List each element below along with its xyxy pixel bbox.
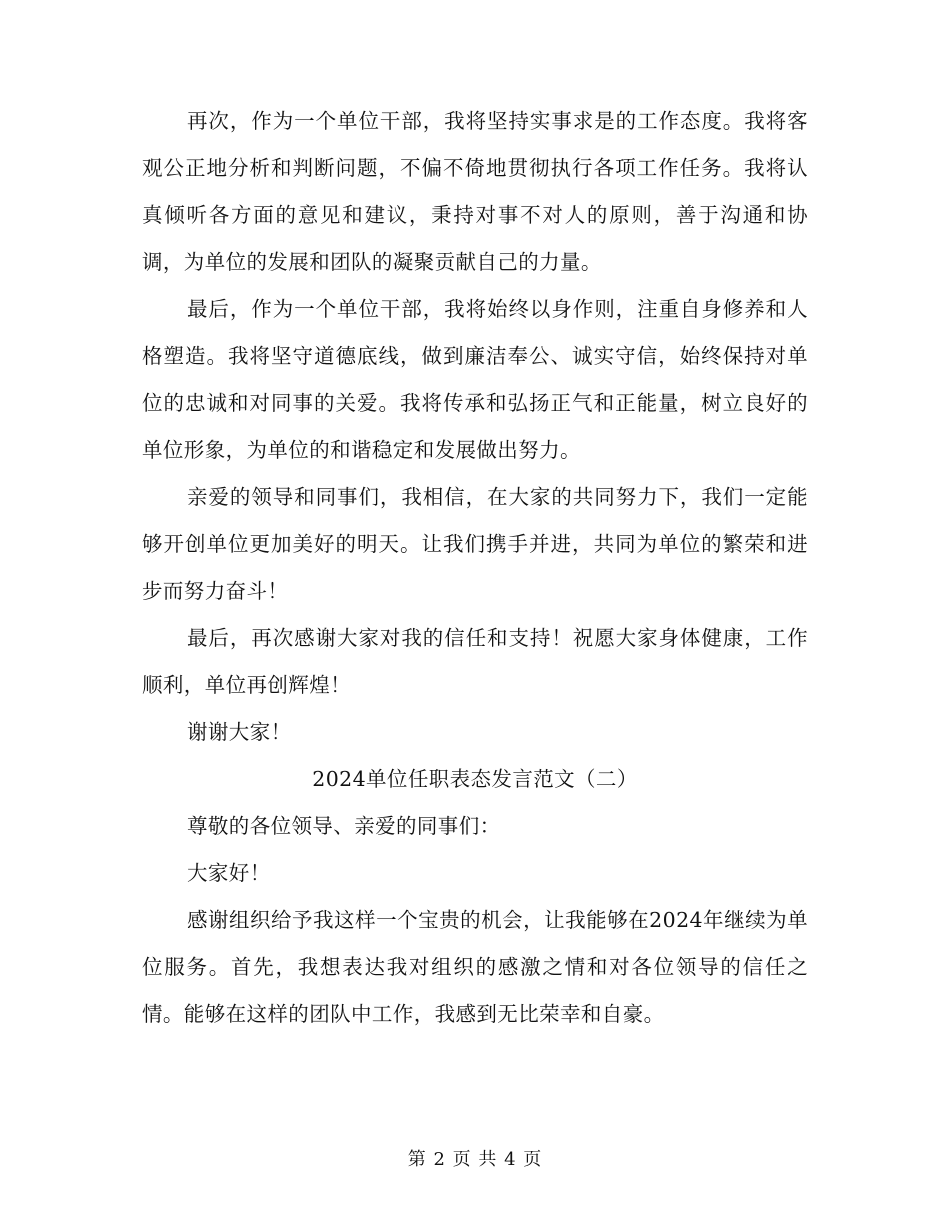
section-title: 2024单位任职表态发言范文（二）: [312, 767, 638, 791]
page-number: 第 2 页 共 4 页: [407, 1149, 543, 1170]
document-body: [142, 98, 808, 1038]
salutation: 尊敬的各位领导、亲爱的同事们：: [187, 814, 501, 838]
paragraph: 再次，作为一个单位干部，我将坚持实事求是的工作态度。我将客观公正地分析和判断问题，不偏不倚地贯彻执行各项工作任务。我将认真倾听各方面的意见和建议，秉持对事不对人的原则，善于沟通和协调，为单位的发展和团队的凝聚贡献自己的力量。: [142, 109, 808, 274]
paragraph: 谢谢大家！: [187, 720, 292, 744]
paragraph: 感谢组织给予我这样一个宝贵的机会，让我能够在2024年继续为单位服务。首先，我想表达我对组织的感激之情和对各位领导的信任之情。能够在这样的团队中工作，我感到无比荣幸和自豪。: [142, 908, 808, 1026]
paragraph: 最后，再次感谢大家对我的信任和支持！祝愿大家身体健康，工作顺利，单位再创辉煌！: [142, 626, 808, 697]
paragraph: 亲爱的领导和同事们，我相信，在大家的共同努力下，我们一定能够开创单位更加美好的明天。让我们携手并进，共同为单位的繁荣和进步而努力奋斗！: [142, 485, 808, 603]
page-footer: [0, 1146, 950, 1174]
greeting: 大家好！: [187, 861, 271, 885]
paragraph: 最后，作为一个单位干部，我将始终以身作则，注重自身修养和人格塑造。我将坚守道德底线，做到廉洁奉公、诚实守信，始终保持对单位的忠诚和对同事的关爱。我将传承和弘扬正气和正能量，树立良好的单位形象，为单位的和谐稳定和发展做出努力。: [142, 297, 808, 462]
